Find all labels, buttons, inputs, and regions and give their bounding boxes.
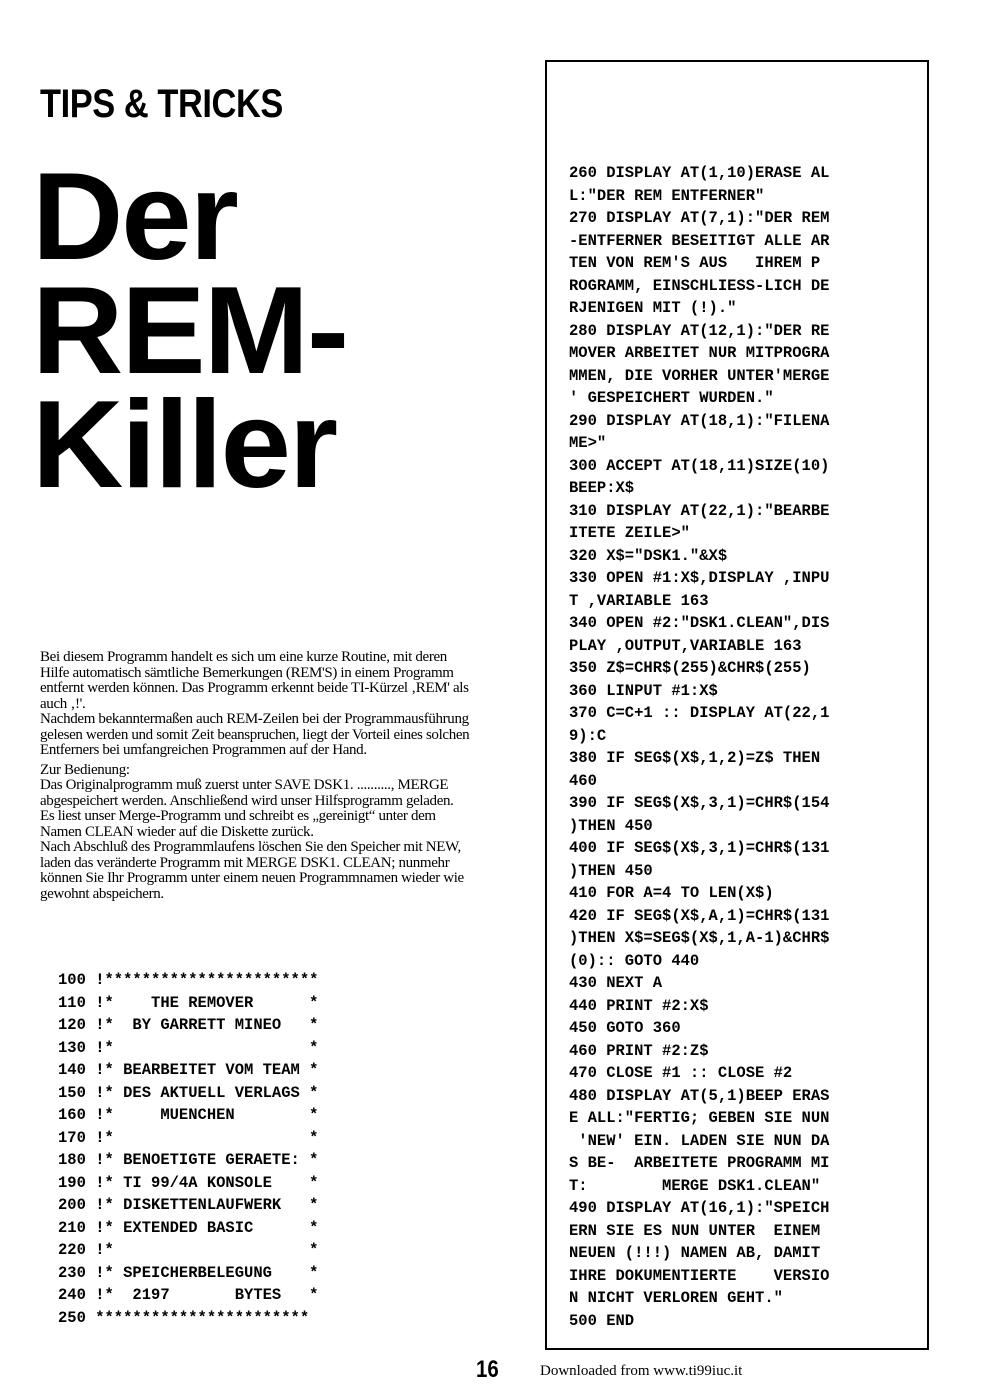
code-line: 350 Z$=CHR$(255)&CHR$(255) (569, 659, 811, 677)
code-line: N NICHT VERLOREN GEHT." (569, 1289, 783, 1307)
page-number: 16 (476, 1356, 499, 1383)
code-line: 110 !* THE REMOVER * (58, 993, 319, 1012)
code-line: )THEN 450 (569, 816, 653, 835)
code-line: 160 !* MUENCHEN * (58, 1106, 319, 1124)
section-label: TIPS & TRICKS (40, 82, 283, 126)
code-line: 270 DISPLAY AT(7,1):"DER REM (569, 209, 830, 227)
code-line: )THEN X$=SEG$(X$,1,A-1)&CHR$ (569, 929, 830, 947)
code-line: 300 ACCEPT AT(18,11)SIZE(10) (569, 456, 830, 475)
code-line: IHRE DOKUMENTIERTE VERSIO (569, 1266, 830, 1285)
code-line: ROGRAMM, EINSCHLIESS-LICH DE (569, 276, 830, 295)
code-line: T ,VARIABLE 163 (569, 591, 709, 610)
code-line: 170 !* * (58, 1128, 319, 1147)
code-line: 460 PRINT #2:Z$ (569, 1041, 709, 1060)
code-line: MMEN, DIE VORHER UNTER'MERGE (569, 366, 830, 385)
code-line: 180 !* BENOETIGTE GERAETE: * (58, 1151, 319, 1169)
code-line: ITETE ZEILE>" (569, 524, 690, 542)
code-line: 240 !* 2197 BYTES * (58, 1286, 319, 1304)
code-line: E ALL:"FERTIG; GEBEN SIE NUN (569, 1109, 830, 1127)
code-line: 100 !*********************** (58, 971, 319, 989)
code-line: 360 LINPUT #1:X$ (569, 681, 718, 700)
article-paragraph: Bei diesem Programm handelt es sich um eine kurze Routine, mit deren Hilfe automatisch sämtliche Bemerkungen (REM'S) in einem Programm entfernt werden können. Das Programm erkennt beide TI-Kürzel ‚REM' als auch ‚!'. Nachdem bekanntermaßen auch REM-Zeilen bei der Programmausführung gelesen werden und somit Zeit beanspruchen, liegt der Vorteil eines solchen Entferners bei umfangreichen Programmen auf der Hand. (40, 649, 470, 758)
code-line: 290 DISPLAY AT(18,1):"FILENA (569, 411, 830, 430)
code-line: RJENIGEN MIT (!)." (569, 299, 737, 317)
code-line: 330 OPEN #1:X$,DISPLAY ,INPU (569, 569, 830, 587)
download-watermark: Downloaded from www.ti99iuc.it (540, 1363, 743, 1379)
program-listing-box (545, 60, 929, 1350)
code-line: NEUEN (!!!) NAMEN AB, DAMIT (569, 1244, 821, 1262)
code-line: 420 IF SEG$(X$,A,1)=CHR$(131 (569, 906, 830, 925)
code-line: ' GESPEICHERT WURDEN." (569, 389, 774, 407)
headline-line: REM- (32, 262, 348, 400)
headline (32, 148, 348, 514)
code-line: 210 !* EXTENDED BASIC * (58, 1218, 319, 1237)
code-line: 150 !* DES AKTUELL VERLAGS * (58, 1083, 319, 1102)
code-line: 380 IF SEG$(X$,1,2)=Z$ THEN (569, 749, 821, 767)
code-line: 250 *********************** (58, 1308, 310, 1327)
program-listing-left (58, 969, 318, 1329)
code-line: 480 DISPLAY AT(5,1)BEEP ERAS (569, 1086, 830, 1105)
code-line: 220 !* * (58, 1241, 319, 1259)
code-line: 260 DISPLAY AT(1,10)ERASE AL (569, 164, 830, 182)
code-line: 470 CLOSE #1 :: CLOSE #2 (569, 1064, 793, 1082)
code-line: -ENTFERNER BESEITIGT ALLE AR (569, 231, 830, 250)
article-body (40, 650, 470, 906)
code-line: 400 IF SEG$(X$,3,1)=CHR$(131 (569, 839, 830, 857)
headline-line: Killer (32, 376, 337, 514)
code-line: 9):C (569, 726, 607, 745)
code-line: PLAY ,OUTPUT,VARIABLE 163 (569, 636, 802, 655)
code-line: 430 NEXT A (569, 974, 663, 992)
code-line: )THEN 450 (569, 861, 653, 880)
code-line: MOVER ARBEITET NUR MITPROGRA (569, 344, 830, 362)
code-line: 230 !* SPEICHERBELEGUNG * (58, 1263, 319, 1282)
code-line: 310 DISPLAY AT(22,1):"BEARBE (569, 501, 830, 520)
code-line: 190 !* TI 99/4A KONSOLE * (58, 1173, 319, 1192)
code-line: 460 (569, 771, 597, 790)
code-line: 450 GOTO 360 (569, 1019, 681, 1037)
code-line: 370 C=C+1 :: DISPLAY AT(22,1 (569, 704, 830, 722)
program-listing-right (569, 162, 829, 1332)
code-line: 390 IF SEG$(X$,3,1)=CHR$(154 (569, 794, 830, 812)
code-line: ME>" (569, 434, 607, 452)
code-line: (0):: GOTO 440 (569, 951, 700, 970)
code-line: 320 X$="DSK1."&X$ (569, 546, 728, 565)
article-paragraph: Zur Bedienung: Das Originalprogramm muß zuerst unter SAVE DSK1. .........., MERGE abgespeichert werden. Anschließend wird unser Hilfsprogramm geladen. Es liest unser Merge-Programm und schreibt es „gereinigt“ unter dem Namen CLEAN wieder auf die Diskette zurück. Nach Abschluß des Programmlaufens löschen Sie den Speicher mit NEW, laden das veränderte Programm mit MERGE DSK1. CLEAN; nunmehr können Sie Ihr Programm unter einem neuen Programmnamen wieder wie gewohnt abspeichern. (40, 761, 464, 902)
code-line: 340 OPEN #2:"DSK1.CLEAN",DIS (569, 614, 830, 632)
code-line: 280 DISPLAY AT(12,1):"DER RE (569, 321, 830, 340)
code-line: 410 FOR A=4 TO LEN(X$) (569, 884, 774, 902)
code-line: 'NEW' EIN. LADEN SIE NUN DA (569, 1131, 830, 1150)
code-line: L:"DER REM ENTFERNER" (569, 186, 765, 205)
code-line: 130 !* * (58, 1038, 319, 1057)
code-line: 500 END (569, 1311, 635, 1330)
code-line: S BE- ARBEITETE PROGRAMM MI (569, 1154, 830, 1172)
headline-line: Der (32, 148, 237, 286)
code-line: 200 !* DISKETTENLAUFWERK * (58, 1196, 319, 1214)
code-line: ERN SIE ES NUN UNTER EINEM (569, 1221, 821, 1240)
code-line: 140 !* BEARBEITET VOM TEAM * (58, 1061, 319, 1079)
code-line: BEEP:X$ (569, 479, 635, 497)
code-line: TEN VON REM'S AUS IHREM P (569, 254, 821, 272)
code-line: T: MERGE DSK1.CLEAN" (569, 1176, 821, 1195)
code-line: 120 !* BY GARRETT MINEO * (58, 1016, 319, 1034)
code-line: 490 DISPLAY AT(16,1):"SPEICH (569, 1199, 830, 1217)
code-line: 440 PRINT #2:X$ (569, 996, 709, 1015)
